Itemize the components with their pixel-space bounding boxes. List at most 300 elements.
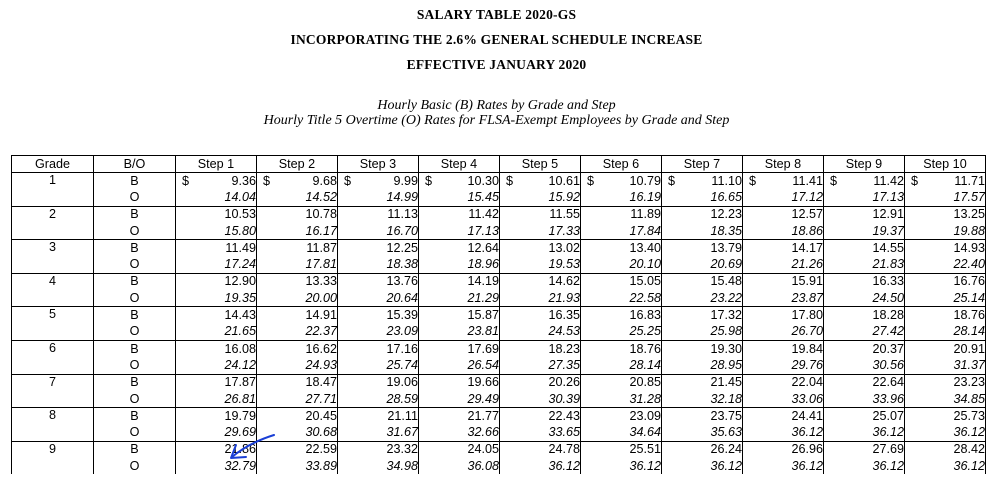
rate-cell <box>824 408 905 425</box>
rate-value: 11.41 <box>792 173 823 188</box>
rate-cell <box>500 357 581 374</box>
rate-value: 17.16 <box>386 341 418 356</box>
rate-value: 22.58 <box>629 290 661 305</box>
rate-value: 20.85 <box>629 375 661 390</box>
table-row <box>12 357 986 374</box>
rate-cell <box>257 173 338 190</box>
rate-cell <box>743 340 824 357</box>
rate-value: 21.93 <box>548 290 580 305</box>
grade-cell: 3 <box>12 240 94 274</box>
rate-value: 11.55 <box>549 207 580 222</box>
column-header: Step 4 <box>419 156 500 173</box>
rate-cell <box>257 223 338 240</box>
rate-value: 26.81 <box>224 391 256 406</box>
rate-type-cell: O <box>94 189 176 206</box>
column-header: Step 10 <box>905 156 986 173</box>
rate-value: 19.66 <box>467 375 499 390</box>
rate-cell <box>500 458 581 474</box>
description-overtime: Hourly Title 5 Overtime (O) Rates for FLSA-Exempt Employees by Grade and Step <box>263 113 730 128</box>
rate-cell <box>500 290 581 307</box>
table-row <box>12 290 986 307</box>
currency-symbol: $ <box>668 173 676 188</box>
rate-cell <box>176 324 257 341</box>
rate-cell <box>905 223 986 240</box>
rate-cell <box>176 307 257 324</box>
rate-cell <box>905 273 986 290</box>
table-row <box>12 458 986 474</box>
rate-cell <box>419 441 500 458</box>
rate-value: 13.79 <box>710 240 742 255</box>
rate-value: 14.99 <box>386 189 418 204</box>
rate-cell <box>824 307 905 324</box>
table-row <box>12 324 986 341</box>
rate-value: 19.79 <box>224 408 256 423</box>
rate-value: 26.96 <box>791 442 823 457</box>
rate-value: 16.70 <box>386 223 418 238</box>
rate-value: 11.87 <box>306 240 337 255</box>
table-row <box>12 374 986 391</box>
rate-cell <box>338 458 419 474</box>
rate-cell <box>500 441 581 458</box>
rate-type-cell: B <box>94 240 176 257</box>
rate-cell <box>662 391 743 408</box>
rate-cell <box>662 273 743 290</box>
rate-type-cell: B <box>94 273 176 290</box>
rate-value: 12.91 <box>872 207 904 222</box>
rate-cell <box>176 408 257 425</box>
rate-cell <box>662 458 743 474</box>
rate-value: 27.71 <box>305 391 337 406</box>
rate-cell <box>257 189 338 206</box>
rate-value: 17.81 <box>305 257 337 272</box>
rate-value: 19.37 <box>872 223 904 238</box>
currency-symbol: $ <box>263 173 271 188</box>
column-header: Step 5 <box>500 156 581 173</box>
rate-cell <box>500 374 581 391</box>
table-header <box>12 156 986 173</box>
rate-value: 24.41 <box>791 408 823 423</box>
rate-value: 18.38 <box>386 257 418 272</box>
rate-type-cell: O <box>94 357 176 374</box>
rate-value: 27.69 <box>872 442 904 457</box>
rate-cell <box>824 189 905 206</box>
rate-value: 25.73 <box>953 408 985 423</box>
rate-cell <box>500 256 581 273</box>
rate-value: 17.33 <box>548 223 580 238</box>
rate-cell <box>662 357 743 374</box>
rate-cell <box>419 290 500 307</box>
rate-value: 17.84 <box>629 223 661 238</box>
rate-cell <box>905 424 986 441</box>
rate-cell <box>743 408 824 425</box>
rate-value: 32.18 <box>710 391 742 406</box>
rate-value: 10.79 <box>629 173 661 188</box>
rate-cell <box>338 340 419 357</box>
grade-cell: 9 <box>12 441 94 474</box>
column-header: Step 9 <box>824 156 905 173</box>
rate-value: 15.39 <box>386 308 418 323</box>
rate-value: 11.13 <box>387 207 418 222</box>
rate-cell <box>500 307 581 324</box>
rate-cell <box>500 391 581 408</box>
rate-cell <box>905 290 986 307</box>
rate-cell <box>905 173 986 190</box>
table-row <box>12 340 986 357</box>
rate-value: 11.71 <box>954 173 985 188</box>
rate-cell <box>419 340 500 357</box>
rate-value: 28.14 <box>953 324 985 339</box>
rate-cell <box>176 290 257 307</box>
grade-cell: 8 <box>12 408 94 442</box>
rate-value: 21.86 <box>224 442 256 457</box>
rate-cell <box>338 290 419 307</box>
rate-cell <box>662 256 743 273</box>
rate-value: 30.68 <box>305 425 337 440</box>
rate-value: 25.25 <box>629 324 661 339</box>
table-row <box>12 441 986 458</box>
rate-cell <box>419 391 500 408</box>
rate-value: 24.53 <box>548 324 580 339</box>
rate-cell <box>581 340 662 357</box>
rate-cell <box>500 408 581 425</box>
rate-value: 29.76 <box>791 357 823 372</box>
rate-cell <box>581 324 662 341</box>
rate-cell <box>905 340 986 357</box>
rate-cell <box>824 340 905 357</box>
rate-value: 9.36 <box>231 173 256 188</box>
rate-cell <box>662 189 743 206</box>
rate-cell <box>743 173 824 190</box>
rate-value: 28.42 <box>953 442 985 457</box>
rate-value: 28.95 <box>710 357 742 372</box>
rate-value: 14.43 <box>224 308 256 323</box>
rate-value: 36.12 <box>953 458 985 473</box>
currency-symbol: $ <box>911 173 919 188</box>
rate-value: 21.45 <box>710 375 742 390</box>
column-header: Step 6 <box>581 156 662 173</box>
rate-value: 20.45 <box>305 408 337 423</box>
rate-type-cell: O <box>94 424 176 441</box>
rate-cell <box>419 324 500 341</box>
column-header: Grade <box>12 156 94 173</box>
rate-value: 18.86 <box>791 223 823 238</box>
rate-cell <box>257 458 338 474</box>
rate-value: 36.12 <box>629 458 661 473</box>
rate-value: 9.68 <box>312 173 337 188</box>
rate-cell <box>257 240 338 257</box>
rate-cell <box>257 374 338 391</box>
rate-value: 31.37 <box>953 357 985 372</box>
rate-cell <box>905 391 986 408</box>
rate-cell <box>338 173 419 190</box>
rate-value: 13.25 <box>953 207 985 222</box>
rate-cell <box>743 424 824 441</box>
rate-cell <box>176 424 257 441</box>
rate-value: 24.78 <box>548 442 580 457</box>
rate-value: 19.84 <box>791 341 823 356</box>
rate-cell <box>176 206 257 223</box>
rate-type-cell: O <box>94 256 176 273</box>
rate-cell <box>338 206 419 223</box>
rate-cell <box>500 189 581 206</box>
rate-cell <box>581 273 662 290</box>
rate-cell <box>581 256 662 273</box>
rate-cell <box>419 408 500 425</box>
rate-cell <box>338 391 419 408</box>
rate-cell <box>824 240 905 257</box>
rate-value: 14.55 <box>872 240 904 255</box>
rate-value: 10.78 <box>305 207 337 222</box>
rate-value: 13.02 <box>548 240 580 255</box>
rate-value: 16.83 <box>629 308 661 323</box>
table-row <box>12 206 986 223</box>
rate-type-cell: O <box>94 458 176 474</box>
rate-value: 17.13 <box>467 223 499 238</box>
rate-value: 33.89 <box>305 458 337 473</box>
table-row <box>12 223 986 240</box>
rate-cell <box>338 374 419 391</box>
table-row <box>12 173 986 190</box>
rate-cell <box>581 189 662 206</box>
table-row <box>12 273 986 290</box>
grade-cell: 1 <box>12 173 94 207</box>
rate-value: 34.64 <box>629 425 661 440</box>
rate-value: 19.30 <box>710 341 742 356</box>
rate-value: 34.85 <box>953 391 985 406</box>
rate-cell <box>257 340 338 357</box>
rate-value: 21.77 <box>467 408 499 423</box>
rate-type-cell: O <box>94 324 176 341</box>
rate-value: 14.91 <box>305 308 337 323</box>
rate-cell <box>743 273 824 290</box>
rate-value: 31.28 <box>629 391 661 406</box>
rate-cell <box>743 290 824 307</box>
rate-value: 25.14 <box>953 290 985 305</box>
rate-cell <box>176 391 257 408</box>
table-subtitle: INCORPORATING THE 2.6% GENERAL SCHEDULE INCREASE <box>290 32 703 47</box>
rate-value: 24.93 <box>305 357 337 372</box>
rate-cell <box>743 324 824 341</box>
currency-symbol: $ <box>344 173 352 188</box>
rate-cell <box>257 256 338 273</box>
table-body <box>12 173 986 475</box>
grade-cell: 7 <box>12 374 94 408</box>
rate-type-cell: O <box>94 290 176 307</box>
rate-cell <box>176 223 257 240</box>
rate-cell <box>176 441 257 458</box>
rate-value: 19.35 <box>224 290 256 305</box>
rate-cell <box>257 357 338 374</box>
rate-value: 36.08 <box>467 458 499 473</box>
rate-cell <box>662 290 743 307</box>
rate-cell <box>905 458 986 474</box>
rate-cell <box>338 307 419 324</box>
rate-cell <box>338 189 419 206</box>
rate-cell <box>257 441 338 458</box>
rate-cell <box>500 340 581 357</box>
grade-cell: 5 <box>12 307 94 341</box>
rate-cell <box>338 223 419 240</box>
rate-value: 21.65 <box>224 324 256 339</box>
rate-cell <box>257 290 338 307</box>
rate-value: 29.49 <box>467 391 499 406</box>
table-row <box>12 240 986 257</box>
rate-cell <box>176 357 257 374</box>
rate-value: 22.40 <box>953 257 985 272</box>
rate-value: 13.76 <box>386 274 418 289</box>
rate-cell <box>176 173 257 190</box>
table-row <box>12 424 986 441</box>
rate-value: 16.76 <box>953 274 985 289</box>
rate-value: 11.42 <box>873 173 904 188</box>
rate-value: 14.19 <box>467 274 499 289</box>
rate-value: 14.52 <box>305 189 337 204</box>
rate-value: 14.93 <box>953 240 985 255</box>
rate-value: 20.69 <box>710 257 742 272</box>
rate-value: 32.66 <box>467 425 499 440</box>
rate-type-cell: B <box>94 340 176 357</box>
rate-value: 21.83 <box>872 257 904 272</box>
rate-cell <box>581 240 662 257</box>
rate-cell <box>743 458 824 474</box>
rate-cell <box>905 324 986 341</box>
rate-cell <box>743 189 824 206</box>
rate-value: 20.00 <box>305 290 337 305</box>
rate-value: 17.12 <box>791 189 823 204</box>
rate-cell <box>419 424 500 441</box>
rate-cell <box>581 424 662 441</box>
rate-value: 13.33 <box>305 274 337 289</box>
effective-date: EFFECTIVE JANUARY 2020 <box>406 57 587 72</box>
description-basic: Hourly Basic (B) Rates by Grade and Step <box>377 98 616 113</box>
rate-value: 15.48 <box>710 274 742 289</box>
rate-cell <box>338 256 419 273</box>
rate-type-cell: B <box>94 206 176 223</box>
rate-value: 21.29 <box>467 290 499 305</box>
rate-cell <box>905 240 986 257</box>
rate-value: 36.12 <box>872 458 904 473</box>
rate-value: 20.64 <box>386 290 418 305</box>
rate-value: 24.50 <box>872 290 904 305</box>
rate-value: 31.67 <box>386 425 418 440</box>
rate-value: 19.88 <box>953 223 985 238</box>
rate-value: 18.47 <box>305 375 337 390</box>
rate-value: 33.96 <box>872 391 904 406</box>
table-title: SALARY TABLE 2020-GS <box>416 7 577 22</box>
rate-cell <box>581 206 662 223</box>
rate-cell <box>662 240 743 257</box>
rate-cell <box>419 273 500 290</box>
rate-cell <box>662 340 743 357</box>
rate-type-cell: B <box>94 374 176 391</box>
rate-value: 10.30 <box>467 173 499 188</box>
rate-value: 18.76 <box>629 341 661 356</box>
rate-cell <box>662 441 743 458</box>
rate-value: 10.53 <box>224 207 256 222</box>
rate-value: 33.06 <box>791 391 823 406</box>
rate-cell <box>581 307 662 324</box>
rate-value: 18.23 <box>548 341 580 356</box>
column-header: B/O <box>94 156 176 173</box>
rate-value: 16.33 <box>872 274 904 289</box>
rate-value: 10.61 <box>548 173 580 188</box>
rate-value: 36.12 <box>791 425 823 440</box>
rate-cell <box>500 223 581 240</box>
rate-cell <box>824 273 905 290</box>
rate-cell <box>176 374 257 391</box>
rate-value: 36.12 <box>791 458 823 473</box>
rate-value: 20.37 <box>872 341 904 356</box>
rate-cell <box>662 307 743 324</box>
rate-value: 29.69 <box>224 425 256 440</box>
rate-cell <box>257 206 338 223</box>
rate-cell <box>743 223 824 240</box>
rate-cell <box>419 256 500 273</box>
currency-symbol: $ <box>587 173 595 188</box>
rate-value: 11.49 <box>225 240 256 255</box>
rate-cell <box>824 290 905 307</box>
rate-cell <box>905 408 986 425</box>
rate-cell <box>824 391 905 408</box>
column-header: Step 3 <box>338 156 419 173</box>
rate-cell <box>176 458 257 474</box>
rate-value: 15.05 <box>629 274 661 289</box>
rate-value: 25.74 <box>386 357 418 372</box>
rate-value: 9.99 <box>393 173 418 188</box>
rate-cell <box>905 189 986 206</box>
rate-value: 15.80 <box>224 223 256 238</box>
rate-value: 11.89 <box>630 207 661 222</box>
rate-value: 23.23 <box>953 375 985 390</box>
rate-value: 18.96 <box>467 257 499 272</box>
grade-cell: 6 <box>12 340 94 374</box>
rate-cell <box>824 206 905 223</box>
rate-cell <box>743 307 824 324</box>
rate-value: 13.40 <box>629 240 661 255</box>
rate-cell <box>176 240 257 257</box>
rate-cell <box>176 189 257 206</box>
rate-value: 24.05 <box>467 442 499 457</box>
rate-cell <box>905 441 986 458</box>
rate-value: 19.53 <box>548 257 580 272</box>
rate-cell <box>500 173 581 190</box>
rate-value: 17.69 <box>467 341 499 356</box>
rate-cell <box>338 424 419 441</box>
rate-value: 22.43 <box>548 408 580 423</box>
table-row <box>12 189 986 206</box>
rate-value: 17.13 <box>872 189 904 204</box>
rate-value: 33.65 <box>548 425 580 440</box>
rate-value: 30.39 <box>548 391 580 406</box>
rate-value: 17.24 <box>224 257 256 272</box>
rate-value: 11.42 <box>468 207 499 222</box>
rate-cell <box>419 223 500 240</box>
rate-cell <box>419 189 500 206</box>
rate-cell <box>824 173 905 190</box>
rate-value: 11.10 <box>711 173 742 188</box>
rate-value: 27.35 <box>548 357 580 372</box>
rate-value: 26.70 <box>791 324 823 339</box>
rate-cell <box>500 240 581 257</box>
rate-value: 15.45 <box>467 189 499 204</box>
rate-value: 21.11 <box>387 408 418 423</box>
rate-value: 15.92 <box>548 189 580 204</box>
rate-cell <box>500 424 581 441</box>
rate-cell <box>581 173 662 190</box>
rate-value: 32.79 <box>224 458 256 473</box>
currency-symbol: $ <box>182 173 190 188</box>
header-row <box>12 156 986 173</box>
